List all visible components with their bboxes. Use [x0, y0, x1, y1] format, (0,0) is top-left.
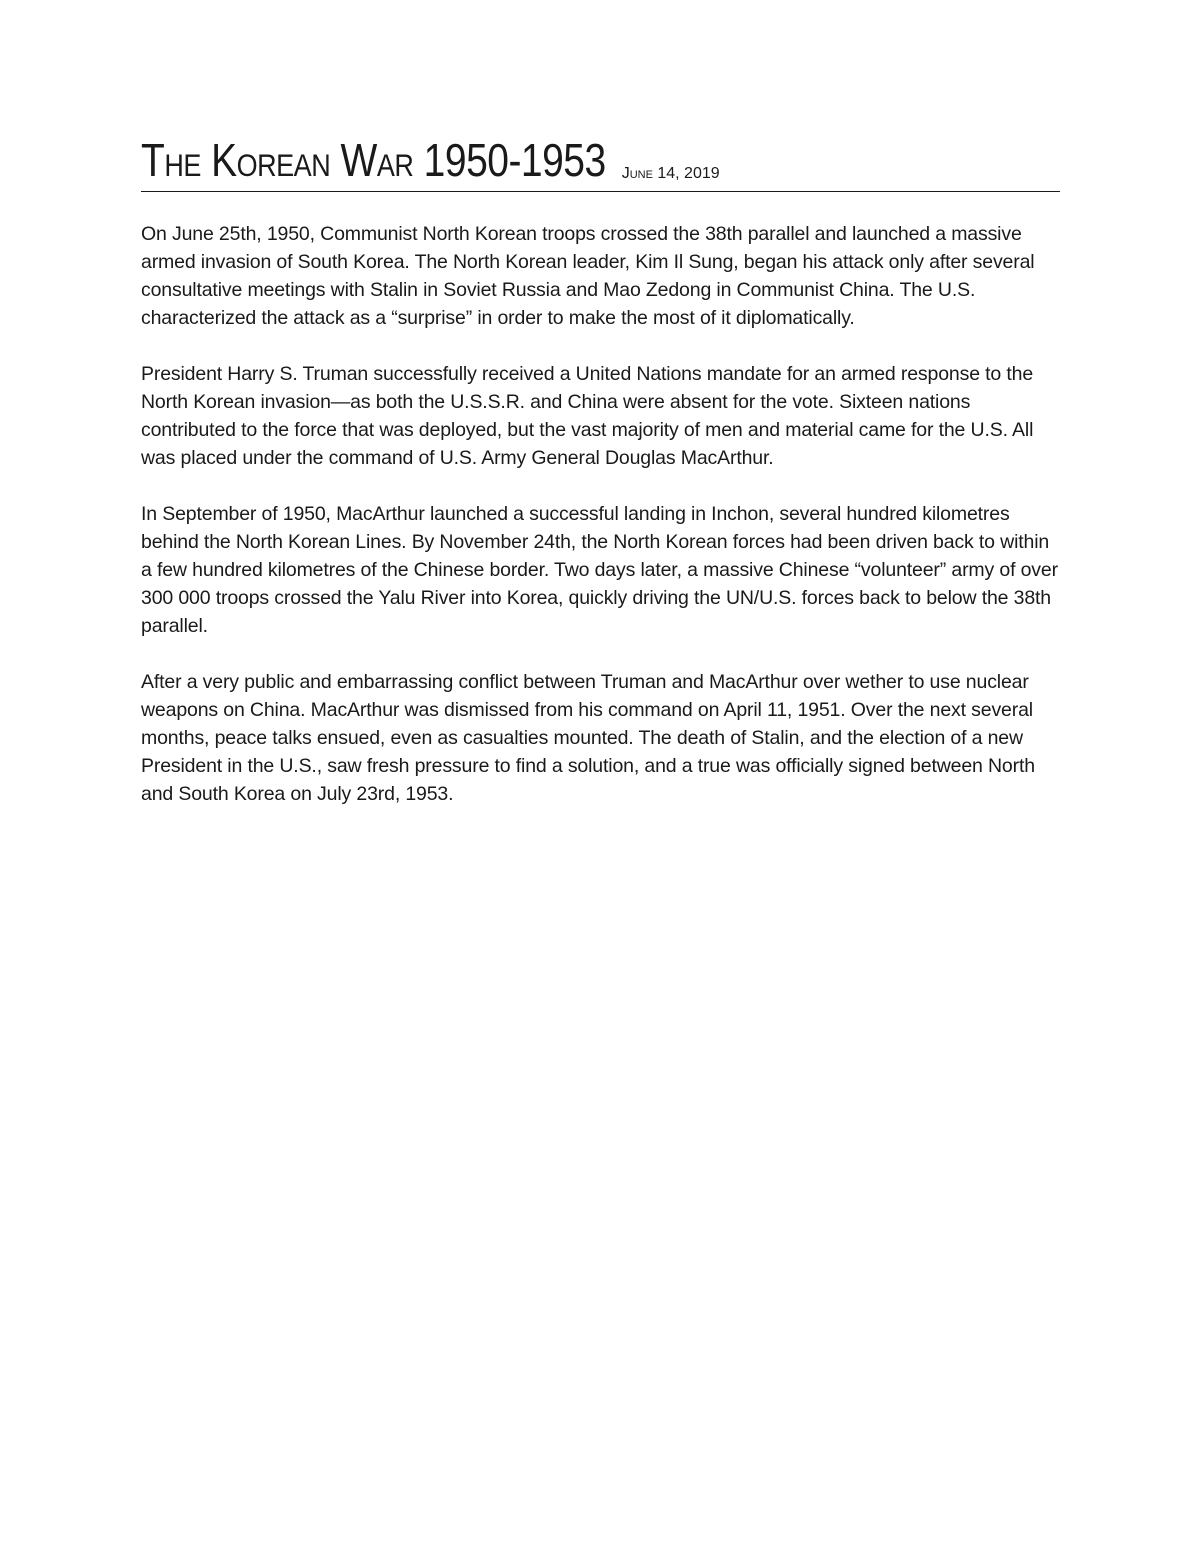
title-row [141, 136, 1060, 192]
document-date: June 14, 2019 [621, 165, 720, 182]
paragraph: After a very public and embarrassing conflict between Truman and MacArthur over wether to use nuclear weapons on China. MacArthur was dismissed from his command on April 11, 1951. Over the next several months, peace talks ensued, even as casualties mounted. The death of Stalin, and the election of a new President in the U.S., saw fresh pressure to find a solution, and a true was officially signed between North and South Korea on July 23rd, 1953. [141, 670, 1035, 805]
paragraph: In September of 1950, MacArthur launched a successful landing in Inchon, several hundred kilometres behind the North Korean Lines. By November 24th, the North Korean forces had been driven back to within a few hundred kilometres of the Chinese border. Two days later, a massive Chinese “volunteer” army of over 300 000 troops crossed the Yalu River into Korea, quickly driving the UN/U.S. forces back to below the 38th parallel. [141, 502, 1058, 637]
paragraph: On June 25th, 1950, Communist North Korean troops crossed the 38th parallel and launched a massive armed invasion of South Korea. The North Korean leader, Kim Il Sung, began his attack only after several consultative meetings with Stalin in Soviet Russia and Mao Zedong in Communist China. The U.S. characterized the attack as a “surprise” in order to make the most of it diplomatically. [141, 222, 1035, 329]
page-title: The Korean War 1950-1953 [141, 136, 606, 187]
document-page [141, 136, 1060, 836]
document-body [141, 220, 1060, 808]
paragraph: President Harry S. Truman successfully received a United Nations mandate for an armed response to the North Korean invasion—as both the U.S.S.R. and China were absent for the vote. Sixteen nations contributed to the force that was deployed, but the vast majority of men and material came for the U.S. All was placed under the command of U.S. Army General Douglas MacArthur. [141, 362, 1034, 469]
